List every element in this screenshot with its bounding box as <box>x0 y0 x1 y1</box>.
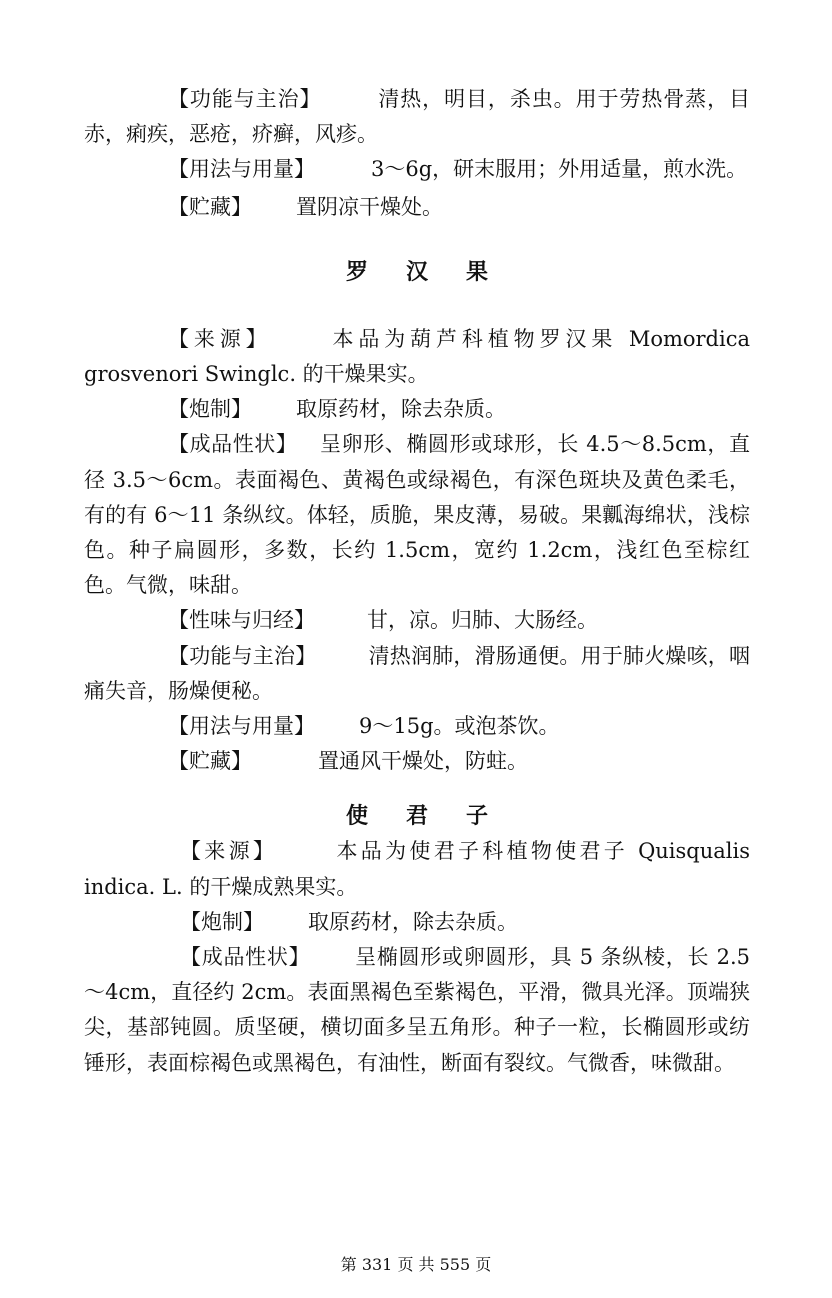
section-title-luohanguo <box>84 255 750 290</box>
title-char: 罗 <box>345 258 368 285</box>
prev-usage-label: 【用法与用量】 <box>168 157 315 182</box>
luohanguo-storage-label: 【贮藏】 <box>168 749 252 774</box>
shijunzi-source-paragraph <box>84 834 750 904</box>
prev-usage-paragraph <box>84 152 750 187</box>
prev-storage-paragraph <box>84 190 750 225</box>
shijunzi-appearance-text: 呈椭圆形或卵圆形，具 5 条纵棱，长 2.5～4cm，直径约 2cm。表面黑褐色至紫褐色，平滑，微具光泽。顶端狭尖，基部钝圆。质坚硬，横切面多呈五角形。种子一粒，长椭圆形或纺锤形，表面棕褐色或黑褐色，有油性，断面有裂纹。气微香，味微甜。 <box>84 945 750 1075</box>
luohanguo-function-text: 清热润肺，滑肠通便。用于肺火燥咳，咽痛失音，肠燥便秘。 <box>84 643 751 703</box>
luohanguo-source-text: 本品为葫芦科植物罗汉果 Momordica grosvenori Swinglc. 的干燥果实。 <box>84 326 750 387</box>
luohanguo-storage-text: 置通风干燥处，防蛀。 <box>318 749 528 774</box>
luohanguo-source-paragraph <box>84 322 750 392</box>
luohanguo-process-label: 【炮制】 <box>168 397 252 422</box>
luohanguo-function-paragraph <box>84 639 750 709</box>
page-footer: 第 331 页 共 555 页 <box>340 1255 492 1274</box>
shijunzi-process-text: 取原药材，除去杂质。 <box>308 909 518 934</box>
title-char: 汉 <box>405 258 428 285</box>
title-char: 君 <box>405 803 428 830</box>
luohanguo-storage-paragraph <box>84 744 750 779</box>
luohanguo-nature-label: 【性味与归经】 <box>168 608 315 633</box>
shijunzi-source-text: 本品为使君子科植物使君子 Quisqualis indica. L. 的干燥成熟果实。 <box>84 839 751 899</box>
luohanguo-process-paragraph <box>84 392 750 427</box>
shijunzi-process-paragraph <box>84 905 750 940</box>
shijunzi-appearance-paragraph <box>84 940 750 1081</box>
prev-storage-label: 【贮藏】 <box>168 194 252 219</box>
document-page <box>84 82 750 1081</box>
prev-function-label: 【功能与主治】 <box>168 87 322 111</box>
luohanguo-source-label: 【来源】 <box>168 326 272 351</box>
shijunzi-source-label: 【来源】 <box>180 839 278 864</box>
prev-storage-text: 置阴凉干燥处。 <box>296 194 443 219</box>
shijunzi-appearance-label: 【成品性状】 <box>180 945 311 970</box>
luohanguo-function-label: 【功能与主治】 <box>168 643 317 668</box>
section-title-shijunzi <box>84 799 750 834</box>
title-char: 子 <box>466 803 489 830</box>
luohanguo-nature-paragraph <box>84 603 750 638</box>
luohanguo-process-text: 取原药材，除去杂质。 <box>296 397 506 422</box>
title-char: 使 <box>345 803 368 830</box>
prev-function-paragraph <box>84 82 750 152</box>
luohanguo-nature-text: 甘，凉。归肺、大肠经。 <box>367 608 598 633</box>
luohanguo-appearance-paragraph <box>84 427 750 603</box>
luohanguo-usage-text: 9～15g。或泡茶饮。 <box>359 714 560 739</box>
prev-usage-text: 3～6g，研末服用；外用适量，煎水洗。 <box>371 157 748 182</box>
luohanguo-usage-label: 【用法与用量】 <box>168 714 315 739</box>
luohanguo-appearance-label: 【成品性状】 <box>168 432 298 457</box>
luohanguo-usage-paragraph <box>84 709 750 744</box>
shijunzi-process-label: 【炮制】 <box>180 909 264 934</box>
luohanguo-appearance-text: 呈卵形、椭圆形或球形，长 4.5～8.5cm，直径 3.5～6cm。表面褐色、黄褐色或绿褐色，有深色斑块及黄色柔毛，有的有 6～11 条纵纹。体轻，质脆，果皮薄，易破。果瓤海绵状，浅棕色。种子扁圆形，多数，长约 1.5cm，宽约 1.2cm，浅红色至棕红色。气微，味甜。 <box>84 432 750 598</box>
title-char: 果 <box>466 258 489 285</box>
prev-function-text: 清热，明目，杀虫。用于劳热骨蒸，目赤，痢疾，恶疮，疥癣，风疹。 <box>84 87 751 147</box>
